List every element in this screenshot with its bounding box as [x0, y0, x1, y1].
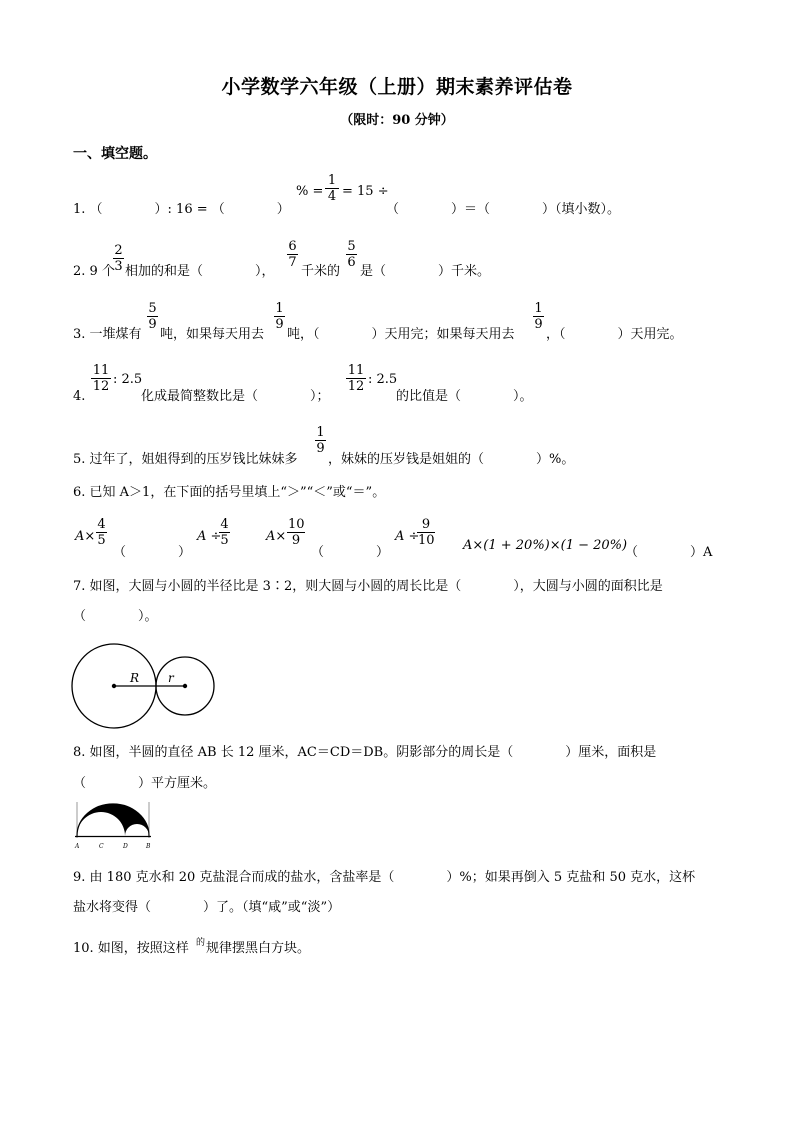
large-circle-center [112, 684, 116, 688]
q4-ratio-1: : 2.5 [113, 372, 143, 387]
q10-small-char: 的 [196, 938, 206, 948]
q4-f1-den: 12 [92, 379, 110, 394]
q6-fraction-4 [417, 517, 435, 548]
q3-part-b: 吨，如果每天用去 [160, 327, 265, 342]
q8-line-1: 8. 如图，半圆的直径 AB 长 12 厘米，AC＝CD＝DB。阴影部分的周长是（ ）厘米，面积是 [73, 745, 657, 760]
q6-e3-den: 9 [291, 533, 301, 548]
q6-expr-1: A× [75, 529, 96, 544]
q5-part-b: ，妹妹的压岁钱是姐姐的（ ）%。 [328, 452, 575, 467]
q6-text: 6. 已知 A＞1，在下面的括号里填上“＞”“＜”或“＝”。 [73, 485, 386, 500]
q3-f3-den: 9 [534, 317, 543, 332]
q6-e1-den: 5 [97, 533, 106, 548]
q9-line-1: 9. 由 180 克水和 20 克盐混合而成的盐水，含盐率是（ ）%；如果再倒入 5 克盐和 50 克水，这杯 [73, 870, 696, 885]
q7-line-2: （ ）。 [73, 609, 158, 624]
q6-expr-5: A×(1 + 20%)×(1 − 20%) [463, 538, 628, 553]
q6-blank-5: （ ）A [625, 545, 713, 560]
q9-line-2: 盐水将变得（ ）了。（填“咸”或“淡”） [73, 900, 341, 915]
q4-ratio-2: : 2.5 [368, 372, 398, 387]
q6-e2-num: 4 [220, 517, 229, 532]
q3-part-d: ，（ ）天用完。 [546, 327, 683, 342]
point-c: C [99, 843, 104, 850]
q5-part-a: 5. 过年了，姐姐得到的压岁钱比妹妹多 [73, 452, 298, 467]
shaded-region [77, 804, 149, 836]
label-R: R [130, 671, 140, 685]
small-circle-center [183, 684, 187, 688]
q2-part-c: 千米的 [301, 264, 341, 279]
q6-e3-num: 10 [288, 517, 305, 532]
q3-fraction-2 [274, 301, 285, 332]
q6-e4-den: 10 [418, 533, 435, 548]
q6-fraction-1 [96, 517, 107, 548]
q4-part-b: 化成最简整数比是（ ）； [141, 389, 330, 404]
q4-number: 4. [73, 389, 86, 404]
q2-f2-num: 6 [288, 239, 297, 254]
q2-part-d: 是（ ）千米。 [360, 264, 491, 279]
q3-f2-den: 9 [275, 317, 284, 332]
q6-e4-num: 9 [421, 517, 431, 532]
q5-f-den: 9 [316, 441, 325, 456]
q6-e2-den: 5 [220, 533, 229, 548]
q2-fraction-3 [346, 239, 357, 270]
q3-f2-num: 1 [275, 301, 284, 316]
q6-blank-1: （ ） [113, 545, 192, 560]
q6-fraction-3 [287, 517, 305, 548]
q6-expr-3: A× [266, 529, 287, 544]
q1-fraction [325, 173, 339, 204]
q2-fraction-1 [113, 243, 124, 274]
point-b: B [146, 843, 151, 850]
two-circles-figure [68, 642, 220, 734]
q3-part-c: 吨，（ ）天用完；如果每天用去 [287, 327, 515, 342]
q1-part-b: （ ）＝（ ）（填小数）。 [386, 202, 621, 217]
q7-line-1: 7. 如图，大圆与小圆的半径比是 3∶2，则大圆与小圆的周长比是（ ），大圆与小圆的面积比是 [73, 579, 663, 594]
q5-f-num: 1 [316, 425, 325, 440]
q6-blank-3: （ ） [311, 545, 390, 560]
point-a: A [75, 843, 80, 850]
q6-expr-2: A ÷ [197, 529, 222, 544]
q2-fraction-2 [287, 239, 298, 270]
q1-percent: % = [296, 184, 324, 199]
q10-part-b: 规律摆黑白方块。 [206, 941, 311, 956]
time-limit: （限时：90 分钟） [340, 113, 454, 128]
q2-f3-num: 5 [347, 239, 356, 254]
q4-f2-num: 11 [347, 363, 365, 378]
q4-f1-num: 11 [92, 363, 110, 378]
q6-e1-num: 4 [97, 517, 106, 532]
q6-expr-4: A ÷ [395, 529, 420, 544]
q3-fraction-3 [533, 301, 544, 332]
q4-fraction-1 [91, 363, 111, 394]
q2-f1-num: 2 [114, 243, 123, 258]
q1-eq: = 15 ÷ [342, 184, 389, 199]
q2-f2-den: 7 [288, 255, 297, 270]
q8-line-2: （ ）平方厘米。 [73, 776, 217, 791]
q3-f1-num: 5 [148, 301, 157, 316]
q1-fraction-den: 4 [327, 189, 337, 204]
q4-fraction-2 [346, 363, 366, 394]
q10-part-a: 10. 如图，按照这样 [73, 941, 189, 956]
q3-part-a: 3. 一堆煤有 [73, 327, 142, 342]
q4-f2-den: 12 [347, 379, 365, 394]
q4-part-c: 的比值是（ ）。 [396, 389, 533, 404]
q2-part-a: 2. 9 个 [73, 264, 115, 279]
page-title: 小学数学六年级（上册）期末素养评估卷 [221, 76, 573, 98]
q3-fraction-1 [147, 301, 158, 332]
label-r: r [168, 671, 174, 685]
q3-f3-num: 1 [534, 301, 543, 316]
q2-part-b: 相加的和是（ ）， [125, 264, 275, 279]
semicircle-figure [72, 800, 156, 852]
q2-f1-den: 3 [114, 259, 123, 274]
q5-fraction [315, 425, 326, 456]
section-heading: 一、填空题。 [73, 146, 157, 162]
q6-fraction-2 [219, 517, 230, 548]
q1-fraction-num: 1 [327, 173, 337, 188]
q3-f1-den: 9 [148, 317, 157, 332]
q1-part-a: 1. （ ）: 16 = （ ） [73, 202, 290, 217]
q2-f3-den: 6 [347, 255, 356, 270]
point-d: D [123, 843, 128, 850]
